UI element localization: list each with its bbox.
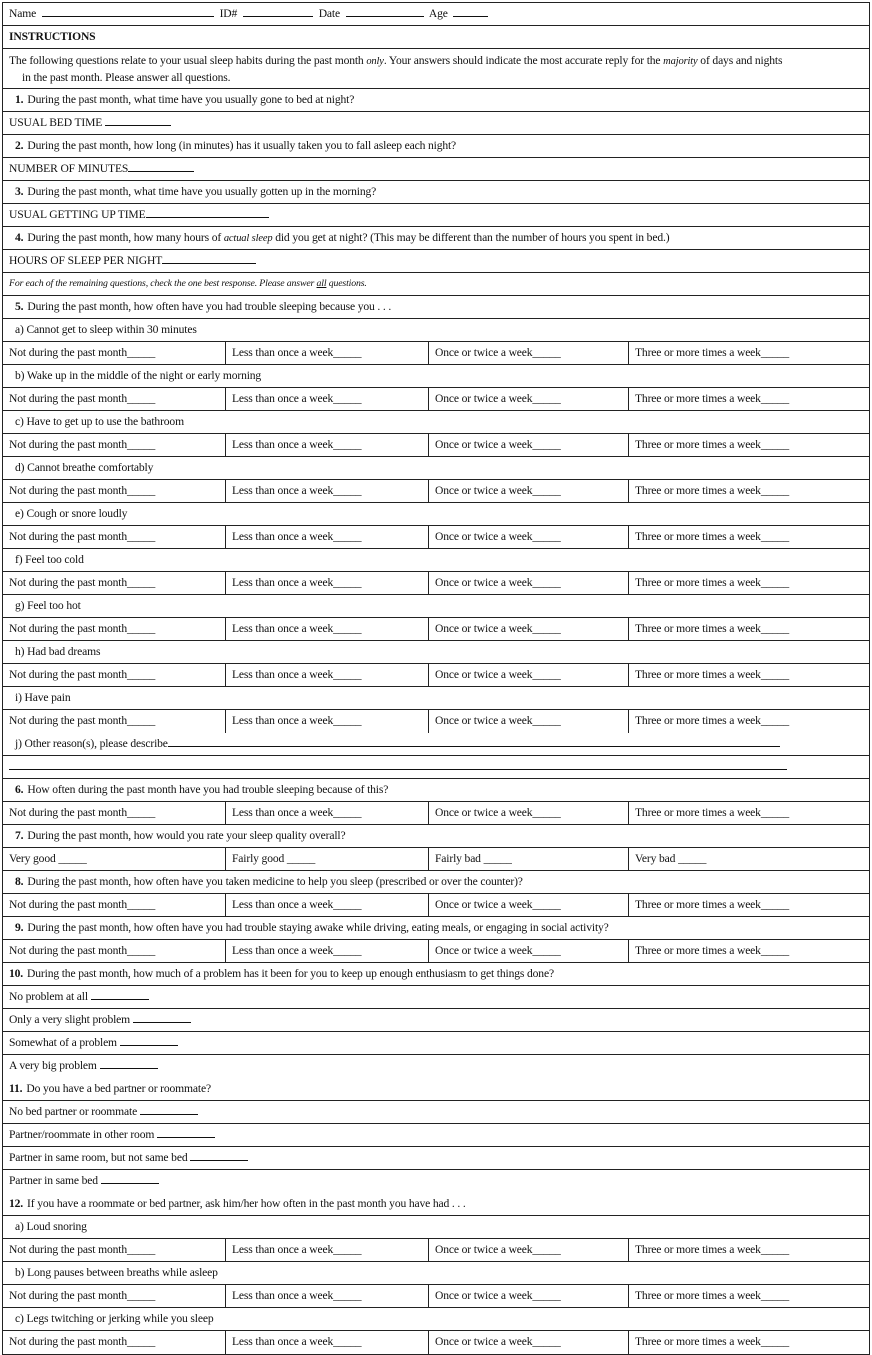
option-three-or-more-times-a-week[interactable]: Three or more times a week_____	[635, 346, 790, 359]
q5-item-options	[3, 434, 869, 457]
q10-option[interactable]	[3, 1055, 869, 1078]
question-text: Do you have a bed partner or roommate?	[26, 1082, 211, 1095]
sub-item-label: e) Cough or snore loudly	[15, 507, 128, 520]
option-less-than-once-a-week[interactable]: Less than once a week_____	[226, 802, 429, 824]
option-three-or-more-times-a-week[interactable]: Three or more times a week_____	[635, 1335, 790, 1348]
option-less-than-once-a-week[interactable]: Less than once a week_____	[226, 388, 429, 410]
note-text-underlined: all	[316, 278, 327, 289]
option-not-during-past-month[interactable]: Not during the past month_____	[3, 940, 226, 962]
name-label: Name	[9, 7, 37, 20]
q6-options	[3, 802, 869, 825]
option-less-than-once-a-week[interactable]: Less than once a week_____	[226, 618, 429, 640]
sub-item-label: a) Cannot get to sleep within 30 minutes	[15, 323, 197, 336]
option-not-during-past-month[interactable]: Not during the past month_____	[3, 894, 226, 916]
id-field[interactable]	[243, 6, 313, 17]
question-text: During the past month, how often have you taken medicine to help you sleep (prescribed or over the counter)?	[27, 875, 523, 888]
question-5-items	[3, 319, 869, 733]
question-5	[3, 296, 869, 319]
question-text: During the past month, how much of a problem has it been for you to keep up enough enthusiasm to get things done?	[27, 967, 554, 980]
option-label: A very big problem	[9, 1059, 97, 1072]
sub-item-label: h) Had bad dreams	[15, 645, 101, 658]
sub-item-label: a) Loud snoring	[15, 1220, 87, 1233]
q5-item	[3, 687, 869, 710]
date-field[interactable]	[346, 6, 424, 17]
q5-item-options	[3, 618, 869, 641]
hours-field[interactable]	[162, 253, 256, 264]
question-number: 1.	[15, 93, 24, 106]
age-field[interactable]	[453, 6, 488, 17]
sub-item-label: j) Other reason(s), please describe	[15, 737, 168, 750]
q5-item-options	[3, 664, 869, 687]
option-very-bad[interactable]: Very bad _____	[635, 852, 707, 865]
option-not-during-past-month[interactable]: Not during the past month_____	[3, 434, 226, 456]
q10-option[interactable]	[3, 1032, 869, 1055]
note-text-a: For each of the remaining questions, check the one best response. Please answer	[9, 278, 317, 289]
sub-item-label: g) Feel too hot	[15, 599, 81, 612]
option-three-or-more-times-a-week[interactable]: Three or more times a week_____	[635, 806, 790, 819]
question-10	[3, 963, 869, 986]
option-blank[interactable]	[91, 989, 149, 1000]
option-not-during-past-month[interactable]: Not during the past month_____	[3, 388, 226, 410]
question-text: During the past month, what time have you usually gone to bed at night?	[27, 93, 355, 106]
option-three-or-more-times-a-week[interactable]: Three or more times a week_____	[635, 714, 790, 727]
option-label: Partner in same room, but not same bed	[9, 1151, 188, 1164]
option-once-or-twice-a-week[interactable]: Once or twice a week_____	[429, 434, 629, 456]
option-less-than-once-a-week[interactable]: Less than once a week_____	[226, 342, 429, 364]
option-blank[interactable]	[190, 1150, 248, 1161]
answer-hours	[3, 250, 869, 273]
option-three-or-more-times-a-week[interactable]: Three or more times a week_____	[635, 484, 790, 497]
question-text: If you have a roommate or bed partner, ask him/her how often in the past month you have had . . .	[27, 1197, 466, 1210]
option-once-or-twice-a-week[interactable]: Once or twice a week_____	[429, 480, 629, 502]
option-blank[interactable]	[100, 1058, 158, 1069]
question-8	[3, 871, 869, 894]
question-11	[3, 1078, 869, 1101]
question-text: How often during the past month have you had trouble sleeping because of this?	[27, 783, 389, 796]
q5-item	[3, 319, 869, 342]
question-10-options	[3, 986, 869, 1078]
option-once-or-twice-a-week[interactable]: Once or twice a week_____	[429, 710, 629, 733]
question-text-b: did you get at night? (This may be different than the number of hours you spent in bed.)	[272, 231, 670, 244]
option-less-than-once-a-week[interactable]: Less than once a week_____	[226, 1239, 429, 1261]
question-text-a: During the past month, how many hours of	[27, 231, 224, 244]
option-once-or-twice-a-week[interactable]: Once or twice a week_____	[429, 940, 629, 962]
option-not-during-past-month[interactable]: Not during the past month_____	[3, 526, 226, 548]
q12-item-options	[3, 1285, 869, 1308]
option-once-or-twice-a-week[interactable]: Once or twice a week_____	[429, 572, 629, 594]
option-three-or-more-times-a-week[interactable]: Three or more times a week_____	[635, 530, 790, 543]
q5-item	[3, 365, 869, 388]
option-label: Only a very slight problem	[9, 1013, 131, 1026]
option-less-than-once-a-week[interactable]: Less than once a week_____	[226, 480, 429, 502]
q5-item	[3, 503, 869, 526]
date-label: Date	[318, 7, 340, 20]
question-number: 6.	[15, 783, 24, 796]
question-number: 4.	[15, 231, 24, 244]
option-fairly-good[interactable]: Fairly good _____	[226, 848, 429, 870]
sleep-questionnaire-form	[2, 2, 870, 1355]
option-less-than-once-a-week[interactable]: Less than once a week_____	[226, 434, 429, 456]
q12-item	[3, 1216, 869, 1239]
sub-item-label: b) Long pauses between breaths while asleep	[15, 1266, 218, 1279]
option-three-or-more-times-a-week[interactable]: Three or more times a week_____	[635, 622, 790, 635]
q5-item	[3, 457, 869, 480]
option-very-good[interactable]: Very good _____	[3, 848, 226, 870]
option-not-during-past-month[interactable]: Not during the past month_____	[3, 342, 226, 364]
option-once-or-twice-a-week[interactable]: Once or twice a week_____	[429, 802, 629, 824]
answer-label: USUAL BED TIME	[9, 116, 103, 129]
question-number: 2.	[15, 139, 24, 152]
question-number: 5.	[15, 300, 24, 313]
option-once-or-twice-a-week[interactable]: Once or twice a week_____	[429, 664, 629, 686]
option-less-than-once-a-week[interactable]: Less than once a week_____	[226, 1331, 429, 1354]
option-once-or-twice-a-week[interactable]: Once or twice a week_____	[429, 1239, 629, 1261]
question-7	[3, 825, 869, 848]
question-3	[3, 181, 869, 204]
q5-item	[3, 411, 869, 434]
answer-label: NUMBER OF MINUTES	[9, 162, 129, 175]
q5-item-options	[3, 526, 869, 549]
note-text-b: questions.	[326, 278, 367, 289]
bed-time-field[interactable]	[105, 115, 171, 126]
question-2	[3, 135, 869, 158]
instructions-title: INSTRUCTIONS	[3, 26, 869, 49]
other-reason-field-2[interactable]	[9, 759, 787, 770]
option-not-during-past-month[interactable]: Not during the past month_____	[3, 1331, 226, 1354]
q5-other-reason-continued	[3, 756, 869, 779]
option-three-or-more-times-a-week[interactable]: Three or more times a week_____	[635, 944, 790, 957]
instructions-text-3: of days and nights	[697, 54, 783, 67]
question-text: During the past month, how often have you had trouble sleeping because you . . .	[27, 300, 392, 313]
option-label: Somewhat of a problem	[9, 1036, 117, 1049]
option-blank[interactable]	[140, 1104, 198, 1115]
option-not-during-past-month[interactable]: Not during the past month_____	[3, 1239, 226, 1261]
answer-label: HOURS OF SLEEP PER NIGHT	[9, 254, 163, 267]
question-text: During the past month, what time have you usually gotten up in the morning?	[27, 185, 377, 198]
option-less-than-once-a-week[interactable]: Less than once a week_____	[226, 894, 429, 916]
instructions-text-2: . Your answers should indicate the most accurate reply for the	[383, 54, 664, 67]
question-6	[3, 779, 869, 802]
question-number: 8.	[15, 875, 24, 888]
question-number: 7.	[15, 829, 24, 842]
q5-item-options	[3, 388, 869, 411]
q7-options	[3, 848, 869, 871]
option-blank[interactable]	[157, 1127, 215, 1138]
question-text: During the past month, how often have you had trouble staying awake while driving, eating meals, or engaging in social activity?	[27, 921, 609, 934]
option-three-or-more-times-a-week[interactable]: Three or more times a week_____	[635, 898, 790, 911]
sub-item-label: c) Legs twitching or jerking while you sleep	[15, 1312, 214, 1325]
question-number: 9.	[15, 921, 24, 934]
answer-minutes	[3, 158, 869, 181]
question-number: 11.	[9, 1082, 23, 1095]
option-blank[interactable]	[120, 1035, 178, 1046]
option-three-or-more-times-a-week[interactable]: Three or more times a week_____	[635, 392, 790, 405]
other-reason-field[interactable]	[168, 736, 780, 747]
q5-item	[3, 595, 869, 618]
option-fairly-bad[interactable]: Fairly bad _____	[429, 848, 629, 870]
question-4	[3, 227, 869, 250]
sub-item-label: f) Feel too cold	[15, 553, 84, 566]
question-12-items	[3, 1216, 869, 1354]
sub-item-label: c) Have to get up to use the bathroom	[15, 415, 184, 428]
sub-item-label: b) Wake up in the middle of the night or early morning	[15, 369, 262, 382]
option-label: No bed partner or roommate	[9, 1105, 138, 1118]
option-less-than-once-a-week[interactable]: Less than once a week_____	[226, 526, 429, 548]
q12-item-options	[3, 1331, 869, 1354]
instructions-text-1: The following questions relate to your usual sleep habits during the past month	[9, 54, 367, 67]
q8-options	[3, 894, 869, 917]
question-1	[3, 89, 869, 112]
q5-item	[3, 549, 869, 572]
option-label: Partner/roommate in other room	[9, 1128, 155, 1141]
sub-item-label: i) Have pain	[15, 691, 71, 704]
option-less-than-once-a-week[interactable]: Less than once a week_____	[226, 664, 429, 686]
q5-item-options	[3, 710, 869, 733]
option-once-or-twice-a-week[interactable]: Once or twice a week_____	[429, 1285, 629, 1307]
option-once-or-twice-a-week[interactable]: Once or twice a week_____	[429, 894, 629, 916]
option-label: Partner in same bed	[9, 1174, 98, 1187]
q5-item-options	[3, 572, 869, 595]
getting-up-time-field[interactable]	[146, 207, 269, 218]
question-number: 10.	[9, 967, 24, 980]
option-once-or-twice-a-week[interactable]: Once or twice a week_____	[429, 618, 629, 640]
option-once-or-twice-a-week[interactable]: Once or twice a week_____	[429, 342, 629, 364]
option-once-or-twice-a-week[interactable]: Once or twice a week_____	[429, 526, 629, 548]
age-label: Age	[428, 7, 448, 20]
option-not-during-past-month[interactable]: Not during the past month_____	[3, 664, 226, 686]
question-12	[3, 1193, 869, 1216]
option-once-or-twice-a-week[interactable]: Once or twice a week_____	[429, 1331, 629, 1354]
option-not-during-past-month[interactable]: Not during the past month_____	[3, 1285, 226, 1307]
answer-getting-up-time	[3, 204, 869, 227]
q9-options	[3, 940, 869, 963]
q12-item-options	[3, 1239, 869, 1262]
option-not-during-past-month[interactable]: Not during the past month_____	[3, 480, 226, 502]
question-text: During the past month, how would you rate your sleep quality overall?	[27, 829, 346, 842]
question-number: 12.	[9, 1197, 24, 1210]
option-less-than-once-a-week[interactable]: Less than once a week_____	[226, 572, 429, 594]
answer-bed-time	[3, 112, 869, 135]
q11-option[interactable]	[3, 1170, 869, 1193]
option-not-during-past-month[interactable]: Not during the past month_____	[3, 618, 226, 640]
option-not-during-past-month[interactable]: Not during the past month_____	[3, 572, 226, 594]
option-blank[interactable]	[101, 1173, 159, 1184]
sub-item-label: d) Cannot breathe comfortably	[15, 461, 154, 474]
minutes-field[interactable]	[128, 161, 194, 172]
question-number: 3.	[15, 185, 24, 198]
instructions-em-only: only	[366, 56, 384, 67]
q12-item	[3, 1262, 869, 1285]
instructions-text	[3, 49, 869, 89]
q11-option[interactable]	[3, 1147, 869, 1170]
option-blank[interactable]	[133, 1012, 191, 1023]
option-three-or-more-times-a-week[interactable]: Three or more times a week_____	[635, 668, 790, 681]
q10-option[interactable]	[3, 1009, 869, 1032]
id-label: ID#	[219, 7, 238, 20]
option-not-during-past-month[interactable]: Not during the past month_____	[3, 802, 226, 824]
name-field[interactable]	[42, 6, 214, 17]
q12-item	[3, 1308, 869, 1331]
question-text-em: actual sleep	[223, 233, 273, 244]
response-note	[3, 273, 869, 296]
instructions-line-2: in the past month. Please answer all questions.	[22, 71, 231, 84]
option-three-or-more-times-a-week[interactable]: Three or more times a week_____	[635, 1243, 790, 1256]
q5-item	[3, 641, 869, 664]
option-not-during-past-month[interactable]: Not during the past month_____	[3, 710, 226, 733]
q5-other-reason	[3, 733, 869, 756]
question-11-options	[3, 1101, 869, 1193]
header-row	[3, 3, 869, 26]
q5-item-options	[3, 480, 869, 503]
option-three-or-more-times-a-week[interactable]: Three or more times a week_____	[635, 576, 790, 589]
option-less-than-once-a-week[interactable]: Less than once a week_____	[226, 940, 429, 962]
q11-option[interactable]	[3, 1124, 869, 1147]
option-once-or-twice-a-week[interactable]: Once or twice a week_____	[429, 388, 629, 410]
instructions-em-majority: majority	[663, 56, 698, 67]
q5-item-options	[3, 342, 869, 365]
option-less-than-once-a-week[interactable]: Less than once a week_____	[226, 710, 429, 733]
answer-label: USUAL GETTING UP TIME	[9, 208, 146, 221]
option-three-or-more-times-a-week[interactable]: Three or more times a week_____	[635, 1289, 790, 1302]
question-text: During the past month, how long (in minutes) has it usually taken you to fall asleep each night?	[27, 139, 457, 152]
option-label: No problem at all	[9, 990, 88, 1003]
option-less-than-once-a-week[interactable]: Less than once a week_____	[226, 1285, 429, 1307]
q10-option[interactable]	[3, 986, 869, 1009]
question-9	[3, 917, 869, 940]
q11-option[interactable]	[3, 1101, 869, 1124]
option-three-or-more-times-a-week[interactable]: Three or more times a week_____	[635, 438, 790, 451]
